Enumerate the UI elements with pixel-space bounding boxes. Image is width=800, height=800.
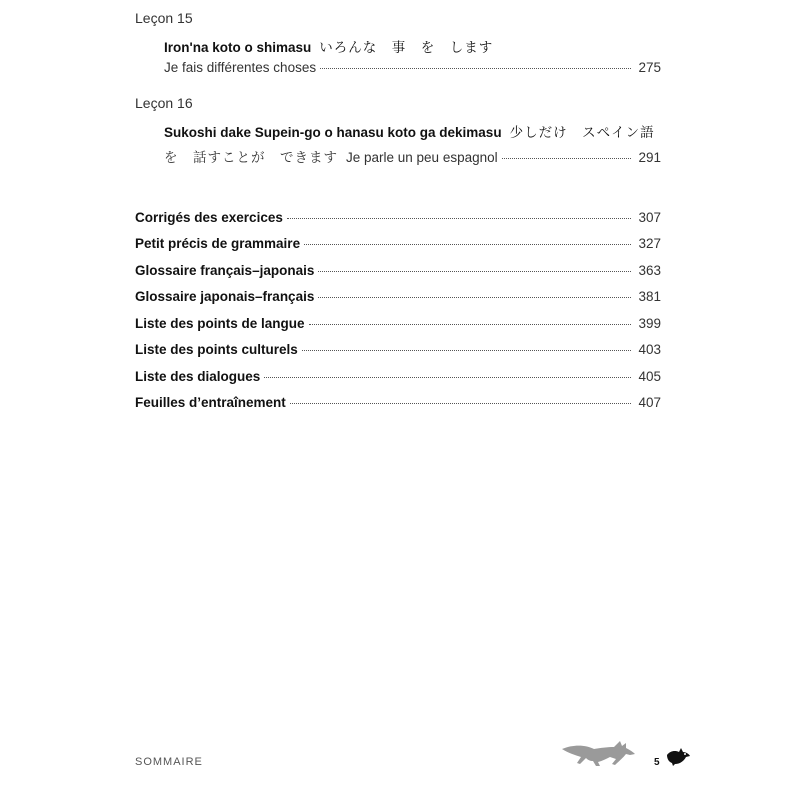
lesson-16-title-romaji: Sukoshi dake Supein-go o hanasu koto ga dekimasu (164, 125, 502, 140)
toc-page: 405 (638, 369, 661, 384)
toc-page: 403 (638, 342, 661, 357)
dot-leader (304, 244, 631, 245)
lesson-16-title (164, 121, 655, 141)
lesson-16-title-japanese-2: を 話すことが できます (164, 150, 338, 165)
toc-label: Petit précis de grammaire (135, 236, 301, 251)
toc-page: 307 (638, 210, 661, 225)
dot-leader (264, 377, 631, 378)
dot-leader (302, 350, 631, 351)
toc-label: Glossaire japonais–français (135, 289, 315, 304)
toc-label: Feuilles d’entraînement (135, 395, 286, 410)
toc-label: Glossaire français–japonais (135, 263, 315, 278)
page-number: 5 (654, 757, 660, 768)
lesson-15-entry[interactable] (164, 60, 661, 75)
dot-leader (287, 218, 631, 219)
toc-page: 399 (638, 316, 661, 331)
lesson-16-heading: Leçon 16 (135, 95, 193, 111)
dot-leader (309, 324, 631, 325)
lesson-16-page: 291 (638, 150, 661, 165)
lesson-15-heading: Leçon 15 (135, 10, 193, 26)
toc-page: 381 (638, 289, 661, 304)
dot-leader (318, 297, 631, 298)
lesson-15-title (164, 36, 493, 56)
lesson-16-title-japanese-1: 少しだけ スペイン語 (509, 125, 655, 140)
toc-row[interactable] (135, 369, 661, 384)
dot-leader (502, 158, 631, 159)
footer-section-label: SOMMAIRE (135, 756, 203, 768)
toc-row[interactable] (135, 236, 661, 251)
toc-label: Liste des points culturels (135, 342, 298, 357)
toc-row[interactable] (135, 316, 661, 331)
dot-leader (320, 68, 631, 69)
toc-row[interactable] (135, 342, 661, 357)
toc-row[interactable] (135, 210, 661, 225)
lesson-15-title-french: Je fais différentes choses (164, 60, 317, 75)
toc-label: Liste des points de langue (135, 316, 305, 331)
toc-label: Corrigés des exercices (135, 210, 283, 225)
lesson-16-title-french: Je parle un peu espagnol (346, 150, 498, 165)
fox-icon (560, 735, 642, 769)
toc-page: 407 (638, 395, 661, 410)
toc-label: Liste des dialogues (135, 369, 261, 384)
dot-leader (318, 271, 631, 272)
toc-page: 327 (638, 236, 661, 251)
toc-row[interactable] (135, 289, 661, 304)
bird-icon (665, 745, 691, 767)
toc-row[interactable] (135, 263, 661, 278)
lesson-16-entry[interactable] (164, 146, 661, 166)
lesson-15-page: 275 (638, 60, 661, 75)
toc-page: 363 (638, 263, 661, 278)
lesson-15-title-romaji: Iron'na koto o shimasu (164, 40, 312, 55)
dot-leader (290, 403, 631, 404)
lesson-15-title-japanese: いろんな 事 を します (319, 40, 494, 55)
toc-row[interactable] (135, 395, 661, 410)
